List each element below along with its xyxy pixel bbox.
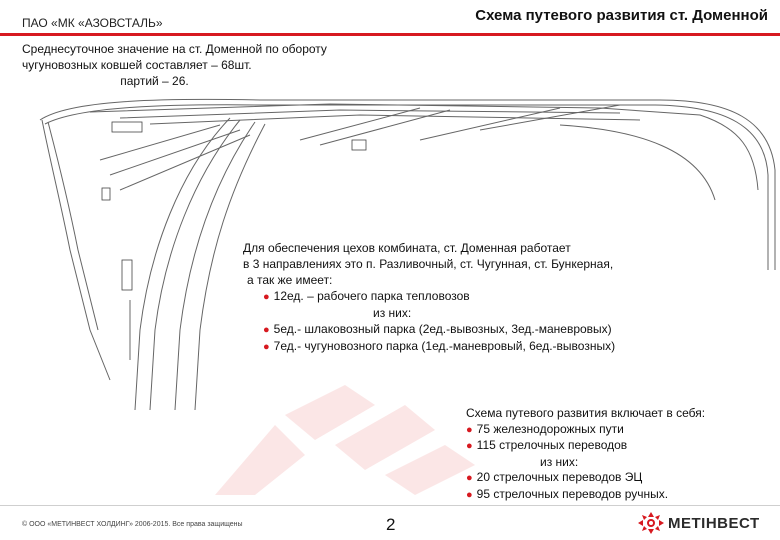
red-bullet-icon: ● [466,488,473,501]
footer-divider [0,505,780,506]
track-summary-item-1 [466,422,766,439]
track-summary-item-3-text: 20 стрелочных переводов ЭЦ [476,470,643,484]
red-bullet-icon: ● [466,440,473,452]
red-bullet-icon: ● [263,291,270,303]
directions-line-1: Для обеспечения цехов комбината, ст. Доменная работает [243,241,571,255]
track-summary-heading: Схема путевого развития включает в себя: [466,406,706,420]
track-summary-item-2 [466,438,766,455]
directions-item-3 [243,338,713,355]
red-bullet-icon: ● [466,472,473,484]
directions-item-2-text: 5ед.- шлаковозный парка (2ед.-вывозных, 3ед.-маневровых) [273,322,612,336]
directions-item-2 [243,321,713,338]
track-summary-item-2-text: 115 стрелочных переводов [476,438,628,452]
red-bullet-icon: ● [466,423,473,436]
track-summary-item-4-text: 95 стрелочных переводов ручных. [476,486,669,501]
directions-line-2: в 3 направлениях это п. Разливочный, ст. Чугунная, ст. Бункерная, [243,257,614,271]
directions-text [243,240,713,355]
track-summary-text [466,406,766,503]
average-line-1: Среднесуточное значение на ст. Доменной по обороту [22,42,327,56]
logo-text: МЕТІНВЕСТ [668,514,760,532]
page-number: 2 [386,515,396,534]
track-summary-sub: из них: [540,454,579,469]
track-summary-item-3 [466,470,766,487]
average-turnover-text [22,41,382,89]
track-summary-item-1-text: 75 железнодорожных пути [476,421,624,436]
directions-line-3: а так же имеет: [247,273,333,287]
slide-title: Схема путевого развития ст. Доменной [475,7,768,24]
directions-item-1-text: 12ед. – рабочего парка тепловозов [273,289,470,303]
average-line-3: партий – 26. [120,74,189,88]
red-bullet-icon: ● [263,324,270,336]
company-name: ПАО «МК «АЗОВСТАЛЬ» [22,16,163,30]
metinvest-logo-icon [638,512,664,534]
company-logo [638,512,760,534]
directions-item-1-sub: из них: [373,306,412,320]
average-line-2: чугуновозных ковшей составляет – 68шт. [22,58,252,72]
red-bullet-icon: ● [263,341,270,353]
directions-item-1 [243,288,713,305]
track-summary-item-4 [466,487,766,504]
directions-item-3-text: 7ед.- чугуновозного парка (1ед.-маневровый, 6ед.-вывозных) [273,339,616,353]
copyright-text: © ООО «МЕТИНВЕСТ ХОЛДИНГ» 2006-2015. Все права защищены [22,521,243,528]
